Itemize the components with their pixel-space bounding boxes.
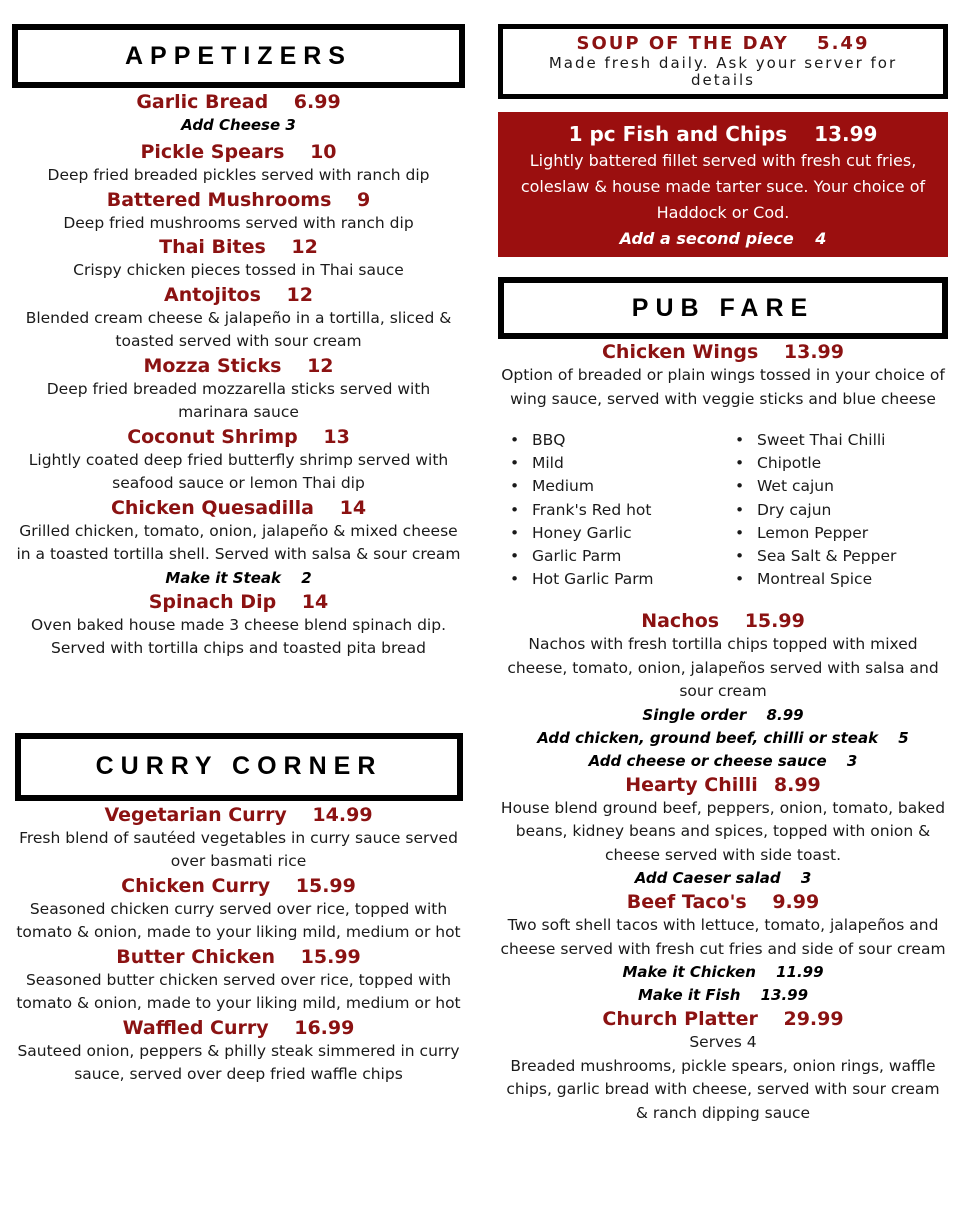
item-title: Church Platter 29.99	[602, 1008, 844, 1031]
item-title: Spinach Dip 14	[148, 590, 329, 613]
wing-sauces-right	[723, 429, 948, 591]
menu-item-nachos	[498, 609, 948, 773]
left-column	[12, 24, 465, 1087]
wing-sauce-item: • Medium	[498, 475, 723, 498]
appetizers-list	[12, 90, 465, 661]
fish-addon: Add a second piece 4	[619, 229, 827, 248]
wing-sauces-left	[498, 429, 723, 591]
item-title: Butter Chicken 15.99	[116, 945, 361, 968]
wing-sauce-item: • Lemon Pepper	[723, 522, 948, 545]
wing-sauce-item: • Dry cajun	[723, 499, 948, 522]
menu-item-chicken-curry	[12, 874, 465, 945]
item-title: Garlic Bread 6.99	[136, 91, 341, 113]
item-title: Hearty Chilli 8.99	[625, 773, 821, 796]
item-desc: Nachos with fresh tortilla chips topped with mixed cheese, tomato, onion, jalapeños served with salsa and sour cream	[507, 635, 939, 701]
item-addon: Add Caeser salad 3	[634, 869, 812, 888]
menu-item-waffled-curry	[12, 1016, 465, 1087]
item-addon: Make it Steak 2	[165, 568, 312, 587]
curry-list	[12, 803, 465, 1087]
menu-item-battered-mushrooms	[12, 188, 465, 236]
menu-item-hearty-chilli	[498, 773, 948, 891]
item-addon: Make it Fish 13.99	[637, 986, 809, 1005]
curry-corner-header: CURRY CORNER	[15, 733, 463, 801]
menu-item-pickle-spears	[12, 140, 465, 188]
menu-item-chicken-wings	[498, 340, 948, 591]
item-desc: Breaded mushrooms, pickle spears, onion rings, waffle chips, garlic bread with cheese, served with sour cream & ranch dipping sauce	[506, 1056, 940, 1122]
wing-sauce-item: • Wet cajun	[723, 475, 948, 498]
pub-fare-header: PUB FARE	[498, 277, 948, 339]
wing-sauce-item: • Frank's Red hot	[498, 499, 723, 522]
item-title: Waffled Curry 16.99	[122, 1016, 355, 1039]
menu-item-coconut-shrimp	[12, 425, 465, 496]
item-title: Pickle Spears 10	[140, 141, 337, 163]
menu-item-butter-chicken	[12, 945, 465, 1016]
item-desc: Deep fried mushrooms served with ranch dip	[63, 213, 414, 232]
menu-item-antojitos	[12, 283, 465, 354]
wing-sauce-item: • Hot Garlic Parm	[498, 568, 723, 591]
wing-sauce-item: • BBQ	[498, 429, 723, 452]
fish-desc: Lightly battered fillet served with fresh cut fries, coleslaw & house made tarter suce. Your choice of Haddock or Cod.	[520, 151, 926, 222]
item-title: Thai Bites 12	[159, 236, 318, 258]
menu-item-church-platter	[498, 1007, 948, 1125]
menu-item-spinach-dip	[12, 590, 465, 661]
item-desc: Option of breaded or plain wings tossed in your choice of wing sauce, served with veggie sticks and blue cheese	[501, 366, 945, 408]
item-desc: Grilled chicken, tomato, onion, jalapeño & mixed cheese in a toasted tortilla shell. Served with salsa & sour cream	[16, 521, 461, 563]
item-desc: Seasoned butter chicken served over rice, topped with tomato & onion, made to your liking mild, medium or hot	[16, 970, 461, 1012]
menu-item-thai-bites	[12, 235, 465, 283]
menu-item-vegetarian-curry	[12, 803, 465, 874]
item-title: Coconut Shrimp 13	[127, 425, 350, 448]
item-desc: Sauteed onion, peppers & philly steak simmered in curry sauce, served over deep fried waffle chips	[17, 1041, 460, 1083]
item-desc: Seasoned chicken curry served over rice, topped with tomato & onion, made to your liking mild, medium or hot	[16, 899, 461, 941]
menu-item-mozza-sticks	[12, 354, 465, 425]
item-serves: Serves 4	[689, 1033, 757, 1052]
item-desc: Two soft shell tacos with lettuce, tomato, jalapeños and cheese served with fresh cut fries and side of sour cream	[500, 916, 946, 958]
menu-item-garlic-bread	[12, 90, 465, 137]
item-title: Nachos 15.99	[641, 610, 805, 633]
fish-title: 1 pc Fish and Chips 13.99	[568, 122, 878, 146]
item-addon: Make it Chicken 11.99	[622, 963, 824, 982]
item-desc: Deep fried breaded pickles served with ranch dip	[47, 166, 430, 184]
item-addon: Add chicken, ground beef, chilli or steak 5	[537, 728, 909, 747]
fish-and-chips-box	[498, 112, 948, 257]
wing-sauce-item: • Honey Garlic	[498, 522, 723, 545]
item-title: Antojitos 12	[164, 283, 313, 306]
item-addon: Single order 8.99	[642, 705, 804, 724]
wing-sauce-item: • Montreal Spice	[723, 568, 948, 591]
item-addon: Add cheese or cheese sauce 3	[588, 751, 858, 770]
right-column	[498, 24, 948, 1125]
wing-sauce-item: • Sweet Thai Chilli	[723, 429, 948, 452]
wing-sauce-item: • Sea Salt & Pepper	[723, 545, 948, 568]
item-title: Mozza Sticks 12	[143, 354, 334, 377]
soup-title: SOUP OF THE DAY 5.49	[576, 33, 870, 54]
item-desc: House blend ground beef, peppers, onion, tomato, baked beans, kidney beans and spices, topped with onion & cheese served with side toast.	[500, 798, 946, 864]
item-desc: Lightly coated deep fried butterfly shrimp served with seafood sauce or lemon Thai dip	[28, 450, 449, 492]
item-desc: Oven baked house made 3 cheese blend spinach dip. Served with tortilla chips and toasted pita bread	[30, 615, 447, 657]
item-desc: Deep fried breaded mozzarella sticks served with marinara sauce	[46, 379, 431, 421]
menu-item-beef-tacos	[498, 890, 948, 1007]
item-title: Vegetarian Curry 14.99	[104, 803, 373, 826]
item-desc: Crispy chicken pieces tossed in Thai sauce	[73, 261, 404, 279]
soup-of-the-day-box	[498, 24, 948, 99]
wing-sauce-list	[498, 429, 948, 591]
item-title: Chicken Wings 13.99	[601, 341, 845, 363]
wing-sauce-item: • Garlic Parm	[498, 545, 723, 568]
appetizers-header: APPETIZERS	[12, 24, 465, 88]
item-title: Chicken Curry 15.99	[121, 874, 356, 897]
item-title: Beef Taco's 9.99	[626, 891, 820, 914]
wing-sauce-item: • Mild	[498, 452, 723, 475]
item-addon: Add Cheese 3	[181, 116, 296, 134]
item-desc: Blended cream cheese & jalapeño in a tortilla, sliced & toasted served with sour cream	[25, 308, 452, 350]
item-desc: Fresh blend of sautéed vegetables in curry sauce served over basmati rice	[19, 828, 458, 870]
soup-desc: Made fresh daily. Ask your server for details	[548, 54, 898, 89]
menu-item-chicken-quesadilla	[12, 496, 465, 590]
item-title: Battered Mushrooms 9	[106, 188, 371, 211]
item-title: Chicken Quesadilla 14	[110, 496, 367, 519]
wing-sauce-item: • Chipotle	[723, 452, 948, 475]
